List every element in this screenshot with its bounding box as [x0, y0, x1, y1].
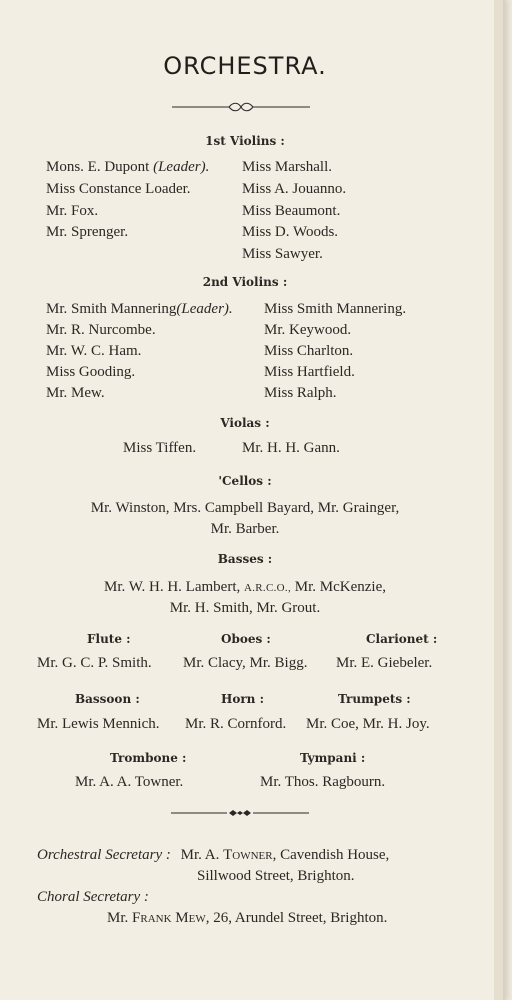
second-violins-left-column — [46, 299, 233, 404]
clarionet-player: Mr. E. Giebeler. — [336, 655, 433, 671]
page-edge — [494, 0, 503, 1000]
orchestral-secretary-address: Sillwood Street, Brighton. — [197, 868, 355, 884]
second-violins-player: Miss Gooding. — [46, 364, 136, 380]
first-violins-player: Mr. Fox. — [46, 202, 99, 219]
choral-secretary-label: Choral Secretary : — [37, 889, 149, 905]
first-violins-player: Miss Sawyer. — [242, 246, 323, 263]
basses-heading: Basses : — [217, 552, 273, 566]
second-violins-right-column — [264, 299, 406, 404]
second-violins-heading: 2nd Violins : — [202, 275, 288, 289]
first-violins-heading: 1st Violins : — [205, 134, 285, 148]
horn-heading: Horn : — [221, 692, 264, 706]
flute-player: Mr. G. C. P. Smith. — [37, 655, 152, 671]
second-violins-player: Mr. W. C. Ham. — [46, 343, 142, 359]
first-violins-player: Mr. Sprenger. — [46, 224, 129, 241]
first-violins-player: Miss D. Woods. — [242, 224, 339, 241]
first-violins-player: Miss Constance Loader. — [46, 180, 191, 197]
horn-player: Mr. R. Cornford. — [185, 716, 287, 732]
page-title: ORCHESTRA. — [163, 52, 327, 80]
first-violins-right-column — [242, 157, 346, 266]
second-violins-player: Miss Charlton. — [264, 343, 354, 359]
tympani-player: Mr. Thos. Ragbourn. — [260, 774, 386, 790]
first-violins-player: Miss Marshall. — [242, 159, 332, 175]
violas-player: Mr. H. H. Gann. — [242, 440, 340, 456]
choral-secretary-entry: Mr. Frank Mew, 26, Arundel Street, Brighton. — [107, 910, 388, 926]
bassoon-player: Mr. Lewis Mennich. — [37, 716, 160, 732]
oboes-heading: Oboes : — [221, 632, 271, 646]
trombone-player: Mr. A. A. Towner. — [75, 774, 184, 790]
second-violins-player: Miss Hartfield. — [264, 364, 355, 380]
second-violins-player: Mr. Mew. — [46, 385, 105, 401]
first-violins-leader: Mons. E. Dupont (Leader). — [46, 159, 210, 175]
second-violins-player: Mr. Keywood. — [264, 322, 352, 338]
title-divider-ornament — [172, 101, 310, 113]
bassoon-heading: Bassoon : — [75, 692, 140, 706]
orchestral-secretary-label: Orchestral Secretary : — [37, 847, 171, 863]
violas-player: Miss Tiffen. — [123, 440, 197, 456]
second-violins-leader: Mr. Smith Mannering(Leader). — [46, 301, 233, 317]
first-violins-left-column — [46, 157, 209, 244]
trumpets-players: Mr. Coe, Mr. H. Joy. — [306, 716, 430, 732]
second-violins-player: Miss Smith Mannering. — [264, 301, 407, 317]
oboes-players: Mr. Clacy, Mr. Bigg. — [183, 655, 308, 671]
orchestral-secretary-entry: Orchestral Secretary : Mr. A. Towner, Cavendish House, — [37, 847, 390, 863]
trombone-heading: Trombone : — [110, 751, 187, 765]
trumpets-heading: Trumpets : — [338, 692, 411, 706]
tympani-heading: Tympani : — [300, 751, 366, 765]
cellos-players-line1: Mr. Winston, Mrs. Campbell Bayard, Mr. Grainger, — [90, 500, 400, 516]
second-violins-player: Mr. R. Nurcombe. — [46, 322, 156, 338]
basses-players-line2: Mr. H. Smith, Mr. Grout. — [169, 600, 321, 616]
cellos-players-line2: Mr. Barber. — [210, 521, 280, 537]
first-violins-player: Miss A. Jouanno. — [242, 180, 347, 197]
clarionet-heading: Clarionet : — [366, 632, 438, 646]
first-violins-player: Miss Beaumont. — [242, 202, 341, 219]
second-violins-player: Miss Ralph. — [264, 385, 337, 401]
section-divider-ornament — [171, 808, 309, 818]
flute-heading: Flute : — [87, 632, 131, 646]
violas-heading: Violas : — [220, 416, 270, 430]
cellos-heading: 'Cellos : — [218, 474, 272, 488]
basses-players-line1: Mr. W. H. H. Lambert, A.R.C.O., Mr. McKenzie, — [104, 579, 386, 595]
